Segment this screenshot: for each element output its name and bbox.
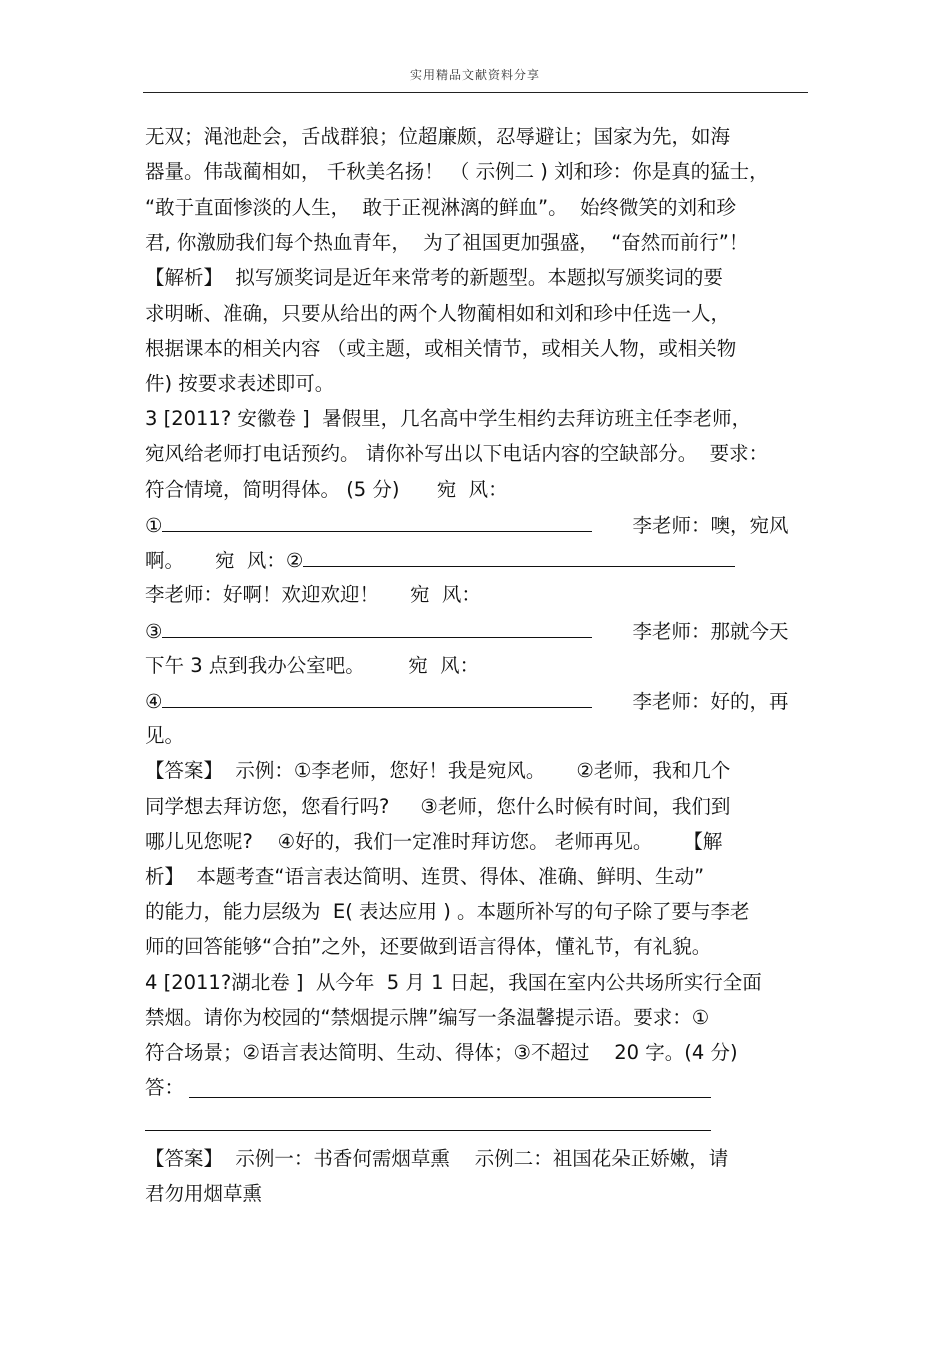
question-3-line: 3 [2011? 安徽卷 ] 暑假里，几名高中学生相约去拜访班主任李老师， <box>145 407 752 430</box>
dialogue-text: 李老师：好的，再 <box>632 690 789 713</box>
text-line: 无双；渑池赴会，舌战群狼；位超廉颇，忍辱避让；国家为先，如海 <box>145 125 731 148</box>
text-line: 析】 本题考查“语言表达简明、连贯、得体、准确、鲜明、生动” <box>145 865 705 888</box>
dialogue-text: 李老师：噢，宛风 <box>632 514 789 537</box>
answer-prompt: 答： <box>145 1076 185 1099</box>
answer-heading-line: 【答案】 示例一：书香何需烟草熏 示例二：祖国花朵正娇嫩，请 <box>145 1147 729 1170</box>
page-header: 实用精品文献资料分享 <box>409 68 540 82</box>
blank-line-4 <box>145 689 789 714</box>
answer-line-2 <box>145 1130 711 1131</box>
blank-line-3 <box>145 619 789 644</box>
text-line: 哪儿见您呢? ④好的，我们一定准时拜访您。 老师再见。 【解 <box>145 830 723 853</box>
text-line: 器量。伟哉蔺相如， 千秋美名扬！ （ 示例二 ) 刘和珍：你是真的猛士， <box>145 160 769 183</box>
text-line: 见。 <box>145 724 185 747</box>
analysis-heading-line: 【解析】 拟写颁奖词是近年来常考的新题型。本题拟写颁奖词的要 <box>145 266 723 289</box>
text-line: 求明晰、准确，只要从给出的两个人物蔺相如和刘和珍中任选一人， <box>145 302 731 325</box>
blank-marker: ③ <box>145 620 163 643</box>
text-line: 君勿用烟草熏 <box>145 1182 263 1205</box>
text-line: 下午 3 点到我办公室吧。 宛 风： <box>145 654 480 677</box>
answer-blank-1 <box>162 513 592 532</box>
blank-line-2 <box>145 548 735 573</box>
text-line: 符合场景；②语言表达简明、生动、得体；③不超过 20 字。(4 分) <box>145 1041 738 1064</box>
answer-line-1 <box>189 1097 711 1098</box>
text-line: 根据课本的相关内容 （或主题，或相关情节，或相关人物，或相关物 <box>145 337 737 360</box>
blank-line-1 <box>145 513 789 538</box>
dialogue-text: 李老师：那就今天 <box>632 620 789 643</box>
answer-blank-4 <box>162 689 592 708</box>
blank-marker: ④ <box>145 690 163 713</box>
text-line: 师的回答能够“合拍”之外，还要做到语言得体，懂礼节，有礼貌。 <box>145 935 712 958</box>
blank-marker: ① <box>145 514 163 537</box>
text-line: 符合情境，简明得体。 (5 分) 宛 风： <box>145 478 508 501</box>
text-line: 同学想去拜访您，您看行吗? ③老师，您什么时候有时间，我们到 <box>145 795 731 818</box>
text-line: 李老师：好啊！欢迎欢迎！ 宛 风： <box>145 583 481 606</box>
answer-blank-2 <box>303 548 735 567</box>
text-line: “敢于直面惨淡的人生， 敢于正视淋漓的鲜血”。 始终微笑的刘和珍 <box>145 196 736 219</box>
answer-heading-line: 【答案】 示例：①李老师，您好！我是宛风。 ②老师，我和几个 <box>145 759 731 782</box>
text-line: 件) 按要求表述即可。 <box>145 372 335 395</box>
dialogue-text: 啊。 宛 风：② <box>145 549 304 572</box>
text-line: 的能力，能力层级为 E( 表达应用 ) 。本题所补写的句子除了要与李老 <box>145 900 750 923</box>
answer-blank-3 <box>162 619 592 638</box>
text-line: 宛风给老师打电话预约。 请你补写出以下电话内容的空缺部分。 要求： <box>145 442 769 465</box>
header-divider <box>143 92 808 93</box>
text-line: 君, 你激励我们每个热血青年， 为了祖国更加强盛， “奋然而前行”！ <box>145 231 749 254</box>
text-line: 禁烟。请你为校园的“禁烟提示牌”编写一条温馨提示语。要求：① <box>145 1006 710 1029</box>
question-4-line: 4 [2011?湖北卷 ] 从今年 5 月 1 日起，我国在室内公共场所实行全面 <box>145 971 762 994</box>
